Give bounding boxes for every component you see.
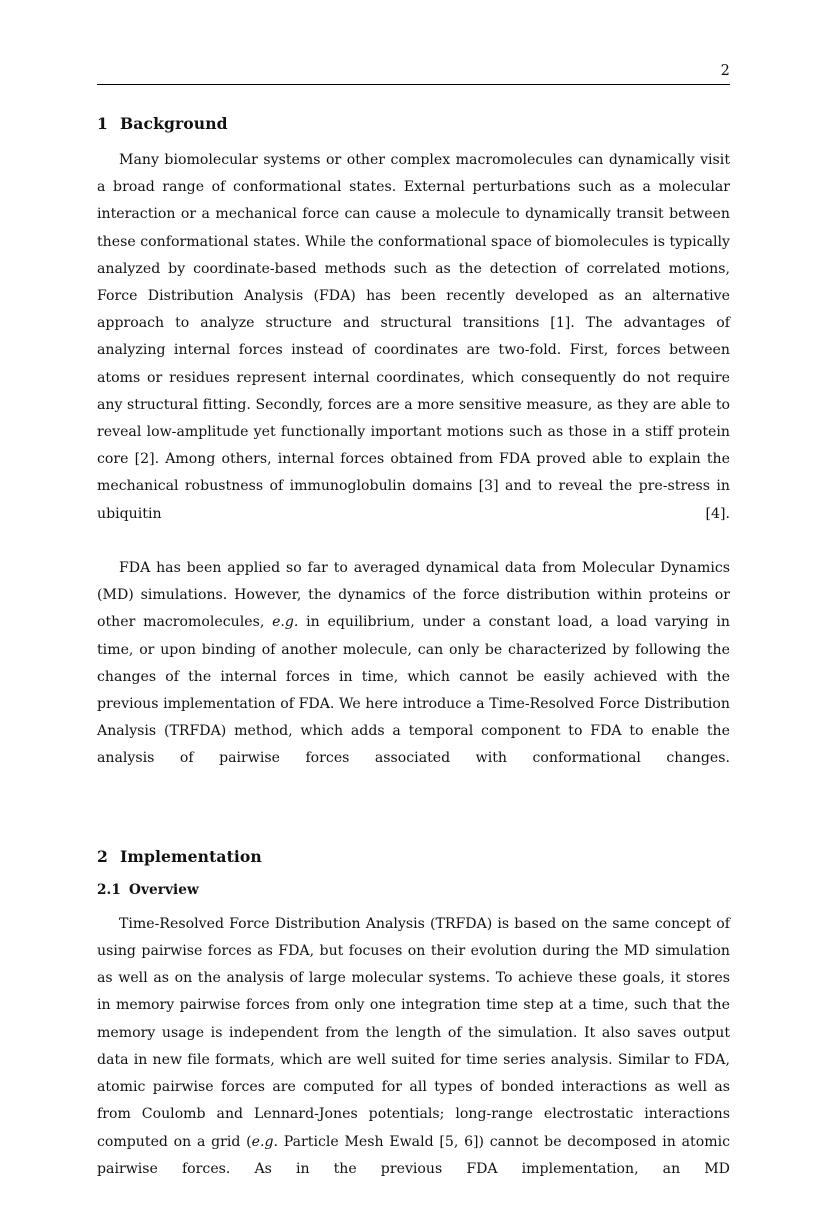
running-head [97, 62, 730, 85]
subsection-title: Overview [129, 881, 199, 898]
subsection-heading-overview [97, 880, 730, 900]
document-body [97, 113, 730, 1210]
paragraph-overview-1 [97, 911, 730, 1210]
paragraph-text-part-1: FDA has been applied so far to averaged dynamical data from Molecular Dynamics (MD) simulations. However, the dynamics of the force distribution within proteins or other macromolecules, [97, 560, 730, 631]
paragraph-text: Many biomolecular systems or other complex macromolecules can dynamically visit a broad range of conformational states. External perturbations such as a molecular interaction or a mechanical force can cause a molecule to dynamically transit between these conformational states. While the conformational space of biomolecules is typically analyzed by coordinate-based methods such as the detection of correlated motions, Force Distribution Analysis (FDA) has been recently developed as an alternative approach to analyze structure and structural transitions [1]. The advantages of analyzing internal forces instead of coordinates are two-fold. First, forces between atoms or residues represent internal coordinates, which consequently do not require any structural fitting. Secondly, forces are a more sensitive measure, as they are able to reveal low-amplitude yet functionally important motions such as those in a stiff protein core [2]. Among others, internal forces obtained from FDA proved able to explain the mechanical robustness of immunoglobulin domains [3] and to reveal the pre-stress in ubiquitin [4]. [97, 152, 730, 522]
paragraph-background-2 [97, 555, 730, 800]
subsection-number: 2.1 [97, 881, 121, 898]
section-title: Background [120, 114, 228, 133]
header-rule [97, 84, 730, 85]
inline-italic-eg: e.g. [272, 614, 299, 631]
page-number: 2 [720, 63, 730, 79]
section-number: 2 [97, 846, 108, 866]
paragraph-text-part-2: in equilibrium, under a constant load, a load varying in time, or upon binding of another molecule, can only be characterized by following the changes of the internal forces in time, which cannot be easily achieved with the previous implementation of FDA. We here introduce a Time-Resolved Force Distribution Analysis (TRFDA) method, which adds a temporal component to FDA to enable the analysis of pairwise forces associated with conformational changes. [97, 614, 730, 767]
inline-italic-eg: e.g. [251, 1133, 279, 1150]
paragraph-text-part-1: Time-Resolved Force Distribution Analysis (TRFDA) is based on the same concept of using pairwise forces as FDA, but focuses on their evolution during the MD simulation as well as on the analysis of large molecular systems. To achieve these goals, it stores in memory pairwise forces from only one integration time step at a time, such that the memory usage is independent from the length of the simulation. It also saves output data in new file formats, which are well suited for time series analysis. Similar to FDA, atomic pairwise forces are computed for all types of bonded interactions as well as from Coulomb and Lennard-Jones potentials; long-range electrostatic interactions computed on a grid ( [97, 915, 730, 1150]
section-spacer [97, 800, 730, 846]
paragraph-background-1 [97, 147, 730, 555]
section-heading-background [97, 113, 730, 135]
section-title: Implementation [120, 846, 262, 866]
section-number: 1 [97, 114, 108, 133]
section-heading-implementation [97, 846, 730, 868]
paragraph-text-part-2: Particle Mesh Ewald [5, 6]) cannot be decomposed in atomic pairwise forces. As in the previous FDA implementation, an MD [97, 1133, 730, 1177]
